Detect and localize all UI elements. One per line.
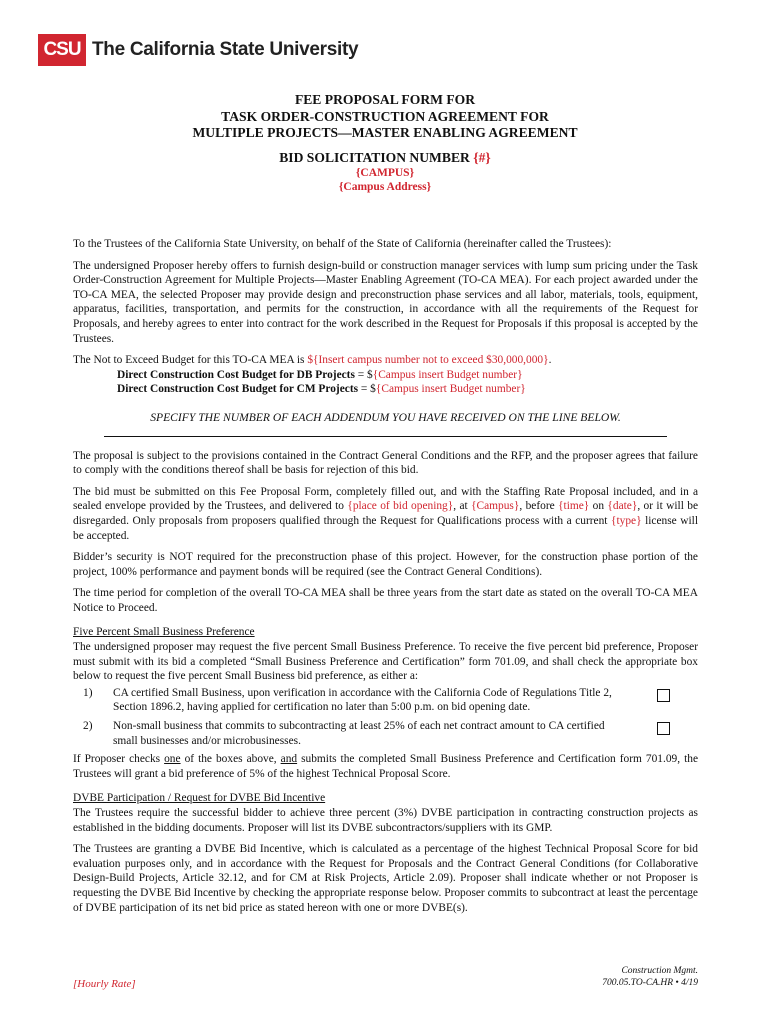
sbp-grant-text: submits the completed Small Business Preference and Certification form 701.09, the Trustees will grant a bid preference of 5% of the highest Technical Proposal Score.: [73, 753, 699, 780]
db-budget-line: [117, 368, 698, 383]
nte-value: ${Insert campus number not to exceed $30,000,000}: [307, 354, 549, 367]
submission-paragraph: [73, 485, 698, 543]
time-placeholder: {time}: [558, 500, 590, 513]
footer-hourly-rate: [Hourly Rate]: [73, 978, 136, 990]
sbp-grant-paragraph: [73, 752, 698, 781]
cm-budget-line: [117, 382, 698, 397]
nte-suffix: .: [548, 354, 552, 367]
addendum-entry-line[interactable]: [104, 436, 667, 437]
submission-text: on: [589, 500, 608, 513]
title-line-3: MULTIPLE PROJECTS—MASTER ENABLING AGREEMENT: [192, 125, 578, 140]
submission-text: license will be accepted.: [73, 514, 698, 542]
csu-logo-name: The California State University: [92, 39, 359, 60]
dvbe-heading: DVBE Participation / Request for DVBE Bid Incentive: [73, 792, 326, 805]
sbp-option-1-checkbox[interactable]: [657, 689, 670, 702]
db-budget-value: {Campus insert Budget number}: [372, 368, 523, 381]
campus-inline-placeholder: {Campus}: [471, 500, 520, 513]
db-budget-label: Direct Construction Cost Budget for DB Projects: [117, 368, 355, 381]
sbp-option-2: [73, 719, 698, 748]
time-period-paragraph: The time period for completion of the overall TO-CA MEA shall be three years from the start date as stated on the overall TO-CA MEA Notice to Proceed.: [73, 587, 698, 614]
sbp-grant-text: of the boxes above,: [180, 753, 281, 766]
cm-budget-label: Direct Construction Cost Budget for CM Projects: [117, 383, 359, 396]
csu-logo-mark: CSU: [38, 34, 86, 66]
nte-budget-line: [73, 353, 698, 368]
sbp-grant-emphasis: and: [280, 753, 298, 766]
campus-address-placeholder: {Campus Address}: [338, 181, 432, 193]
bid-solicitation-line: [0, 150, 770, 167]
footer-form-id: [602, 965, 698, 989]
footer-form-type: Construction Mgmt.: [621, 966, 698, 976]
sbp-option-2-number: 2): [83, 720, 93, 733]
sbp-paragraph: The undersigned proposer may request the five percent Small Business Preference. To receive the five percent bid preference, Proposer must submit with its bid a completed “Small Business Preference and Certification” form 701.09, and shall check the appropriate box below to request the five percent Small Business bid preference, as either a:: [73, 641, 698, 683]
sbp-option-1: [73, 686, 698, 715]
sbp-heading: Five Percent Small Business Preference: [73, 626, 255, 639]
sbp-option-2-text: Non-small business that commits to subcontracting at least 25% of each net contract amount to CA certified small businesses and/or microbusinesses.: [113, 720, 605, 747]
security-paragraph: Bidder’s security is NOT required for the preconstruction phase of this project. However, for the construction phase portion of the project, 100% performance and payment bonds will be required (see the Contract General Conditions).: [73, 551, 698, 578]
csu-logo: [38, 34, 358, 66]
offer-paragraph: The undersigned Proposer hereby offers to furnish design-build or construction manager services with lump sum pricing under the Task Order-Construction Agreement for Multiple Projects—Master Enabling Agreement (TO-CA MEA). For each project awarded under the TO-CA MEA, the selected Proposer may provide design and preconstruction phase services and all labor, materials, tools, equipment, apparatus, facilities, transportation, and permits for the construction, in accordance with all the requirements of the Request for Proposals, and hereby agrees to enter into contract for the work described in the Request for Proposals if this proposal is accepted by the Trustees.: [73, 259, 698, 345]
document-body: [73, 237, 698, 922]
conditions-paragraph: The proposal is subject to the provisions contained in the Contract General Conditions and the RFP, and the proposer agrees that failure to comply with the conditions thereof shall be basis for rejection of this bid.: [73, 449, 698, 477]
type-placeholder: {type}: [611, 514, 642, 527]
sbp-option-1-text: CA certified Small Business, upon verification in accordance with the California Code of Regulations Title 2, Section 1896.2, having applied for certification no later than 5:00 p.m. on bid opening date.: [113, 686, 612, 714]
sbp-option-1-number: 1): [83, 686, 93, 699]
cm-budget-eq: = $: [358, 383, 376, 396]
bid-solicitation-number: {#}: [473, 149, 491, 165]
bid-solicitation-label: BID SOLICITATION NUMBER: [279, 149, 470, 165]
place-placeholder: {place of bid opening}: [347, 500, 454, 513]
footer-form-number: 700.05.TO-CA.HR • 4/19: [602, 978, 698, 988]
submission-text: The bid must be submitted on this Fee Proposal Form, completely filled out, and with the Staffing Rate Proposal included, and in a sealed envelope provided by the Trustees, and delivered to: [73, 485, 698, 513]
submission-text: , or it will be disregarded. Only proposals from proposers qualified through the Request for Qualifications process with a current: [73, 500, 699, 527]
date-placeholder: {date}: [607, 500, 638, 513]
submission-text: , at: [453, 500, 472, 513]
campus-placeholder: {CAMPUS}: [355, 167, 415, 179]
sbp-option-2-checkbox[interactable]: [657, 722, 670, 735]
dvbe-incentive-paragraph: The Trustees are granting a DVBE Bid Incentive, which is calculated as a percentage of the highest Technical Proposal Score for bid evaluation purposes only, and in accordance with the Request for Proposals and the Contract General Conditions (for Collaborative Design-Build Projects, Article 32.12, and for CM at Risk Projects, Article 2.09). Proposer shall indicate whether or not Proposer is requesting the DVBE Bid Incentive by checking the appropriate response below. Proposer commits to subcontract at least the percentage of DVBE participation of its net bid price as stated hereon with one or more DVBE(s).: [73, 843, 698, 914]
submission-text: , before: [519, 500, 559, 513]
cm-budget-value: {Campus insert Budget number}: [375, 383, 526, 396]
dvbe-requirement-paragraph: The Trustees require the successful bidder to achieve three percent (3%) DVBE participation in contracting construction projects as established in the bidding documents. Proposer will list its DVBE subcontractors/suppliers with its GMP.: [73, 807, 698, 834]
nte-prefix: The Not to Exceed Budget for this TO-CA MEA is: [73, 354, 305, 367]
title-line-2: TASK ORDER-CONSTRUCTION AGREEMENT FOR: [221, 108, 549, 124]
sbp-grant-text: If Proposer checks: [73, 753, 165, 766]
intro-paragraph: To the Trustees of the California State University, on behalf of the State of California (hereinafter called the Trustees):: [73, 238, 612, 250]
document-title-block: [0, 92, 770, 194]
addendum-instruction: SPECIFY THE NUMBER OF EACH ADDENDUM YOU HAVE RECEIVED ON THE LINE BELOW.: [150, 410, 621, 424]
sbp-grant-emphasis: one: [164, 753, 181, 766]
db-budget-eq: = $: [354, 368, 373, 381]
title-line-1: FEE PROPOSAL FORM FOR: [294, 92, 476, 107]
